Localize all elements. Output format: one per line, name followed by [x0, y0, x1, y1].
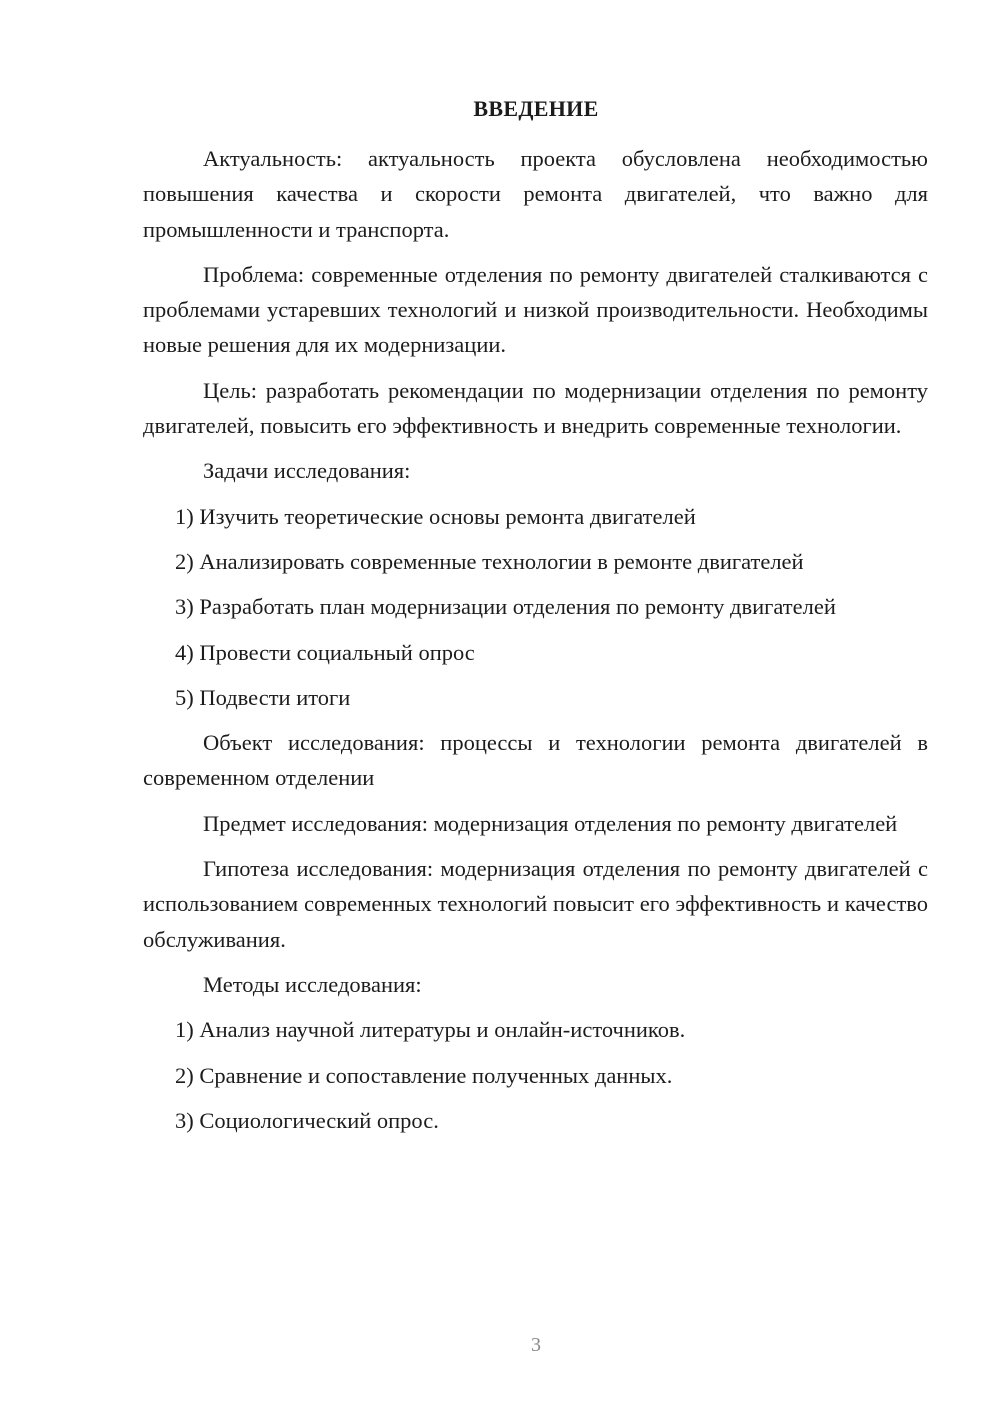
document-body: [143, 141, 928, 1148]
methods-list: [143, 1012, 928, 1138]
relevance-paragraph: Актуальность: актуальность проекта обусловлена необходимостью повышения качества и скорости ремонта двигателей, что важно для промышленности и транспорта.: [143, 146, 928, 242]
list-item: 4) Провести социальный опрос: [175, 639, 475, 665]
list-item: 3) Разработать план модернизации отделения по ремонту двигателей: [175, 594, 836, 620]
list-item: 1) Изучить теоретические основы ремонта двигателей: [175, 503, 696, 529]
list-item: 1) Анализ научной литературы и онлайн-источников.: [175, 1017, 686, 1043]
methods-title: Методы исследования:: [203, 971, 422, 997]
tasks-title: Задачи исследования:: [203, 458, 411, 484]
list-item: 2) Сравнение и сопоставление полученных данных.: [175, 1062, 673, 1088]
subject-paragraph: Предмет исследования: модернизация отделения по ремонту двигателей: [203, 810, 898, 836]
list-item: 5) Подвести итоги: [175, 684, 351, 710]
section-heading: ВВЕДЕНИЕ: [473, 96, 599, 121]
list-item: 3) Социологический опрос.: [175, 1107, 439, 1133]
object-paragraph: Объект исследования: процессы и технологии ремонта двигателей в современном отделении: [143, 730, 928, 791]
page-number: 3: [531, 1334, 541, 1356]
list-item: 2) Анализировать современные технологии в ремонте двигателей: [175, 548, 804, 574]
problem-paragraph: Проблема: современные отделения по ремонту двигателей сталкиваются с проблемами устаревших технологий и низкой производительности. Необходимы новые решения для их модернизации.: [143, 261, 928, 358]
goal-paragraph: Цель: разработать рекомендации по модернизации отделения по ремонту двигателей, повысить его эффективность и внедрить современные технологии.: [143, 377, 928, 439]
hypothesis-paragraph: Гипотеза исследования: модернизация отделения по ремонту двигателей с использованием современных технологий повысит его эффективность и качество обслуживания.: [143, 856, 928, 952]
tasks-list: [143, 499, 928, 715]
